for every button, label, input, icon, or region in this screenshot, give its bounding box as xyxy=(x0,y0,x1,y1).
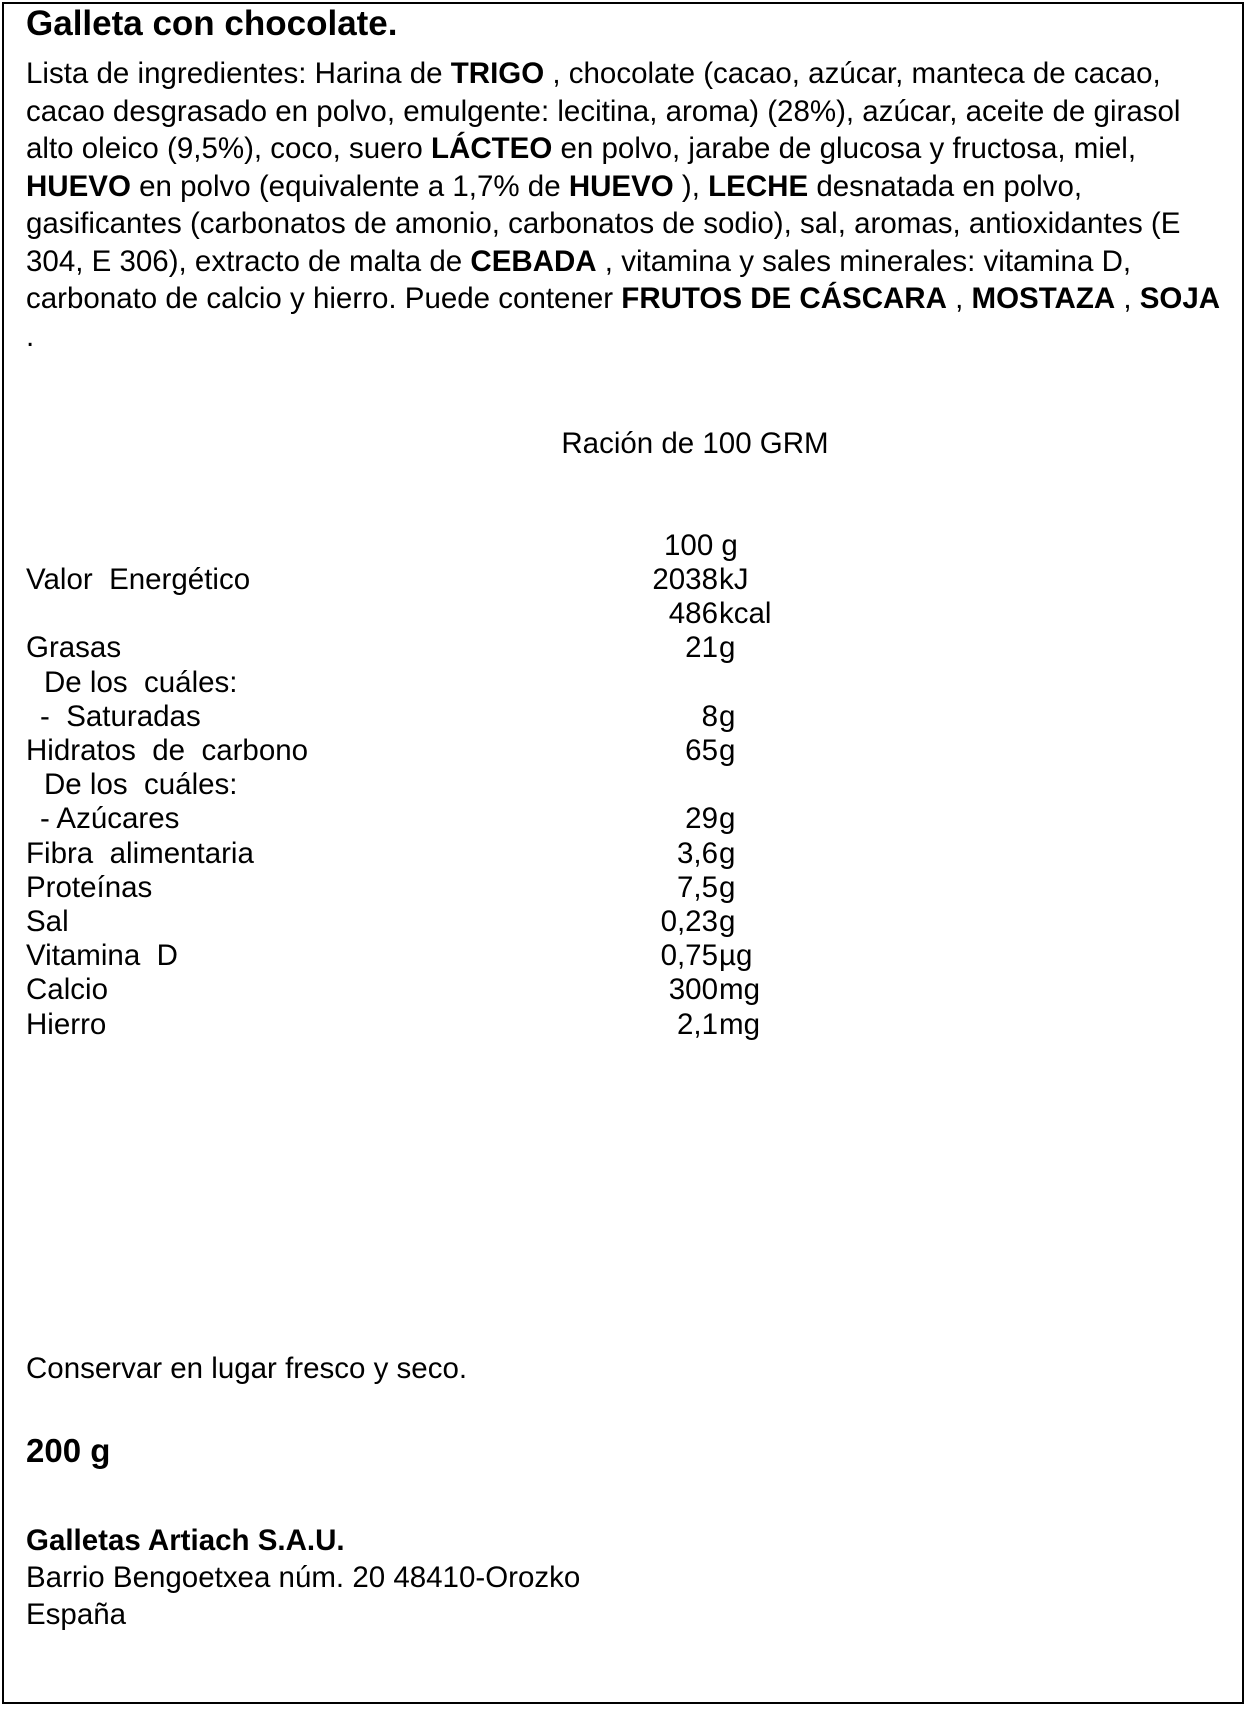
nutrition-row xyxy=(0,835,1250,872)
nutrient-unit: g xyxy=(719,631,736,665)
nutrient-value: 21 xyxy=(685,631,718,665)
nutrient-unit: kJ xyxy=(719,563,749,596)
nutrition-row xyxy=(0,698,1250,735)
nutrition-row xyxy=(0,869,1250,906)
nutrient-value: 0,75 xyxy=(660,939,718,973)
nutrient-label: Calcio xyxy=(26,973,108,1007)
nutrient-label: Fibra alimentaria xyxy=(26,836,254,870)
nutrition-row xyxy=(0,629,1250,666)
ingredient-text: en polvo (equivalente a 1,7% de xyxy=(130,169,569,203)
allergen-highlight: HUEVO xyxy=(568,169,674,203)
nutrient-value: 2038 xyxy=(652,563,718,596)
manufacturer-name: Galletas Artiach S.A.U. xyxy=(26,1524,345,1557)
ingredient-text: Lista de ingredientes: Harina de xyxy=(26,57,451,90)
nutrition-row xyxy=(0,664,1250,701)
nutrition-row xyxy=(0,732,1250,769)
nutrient-label: Sal xyxy=(26,905,69,938)
nutrient-label: Grasas xyxy=(26,631,122,665)
ingredient-text: , xyxy=(946,282,972,315)
nutrient-label: Vitamina D xyxy=(26,939,178,973)
allergen-highlight: TRIGO xyxy=(450,57,545,90)
nutrient-value: 0,23 xyxy=(660,905,718,938)
nutrient-label: Hierro xyxy=(26,1007,107,1041)
nutrient-label: - Azúcares xyxy=(40,802,180,836)
ingredients-list xyxy=(26,55,1226,355)
nutrient-value: 486 xyxy=(668,597,718,631)
ingredient-text: desnatada en polvo, gasificantes (carbonatos de amonio, carbonatos de sodio), sal, aromas, antioxidantes (E 304, E 306), extracto de malta de xyxy=(26,169,1181,278)
nutrition-row xyxy=(0,903,1250,940)
nutrient-value: 300 xyxy=(668,973,718,1007)
ingredient-text: , chocolate (cacao, azúcar, manteca de cacao, cacao desgrasado en polvo, emulgente: lecitina, aroma) (28%), azúcar, aceite de girasol alto oleico (9,5%), coco, suero xyxy=(26,57,1181,165)
nutrient-unit: g xyxy=(719,905,736,938)
nutrition-row xyxy=(0,800,1250,837)
allergen-highlight: CEBADA xyxy=(470,244,597,278)
nutrient-value: 3,6 xyxy=(676,836,718,870)
nutrient-unit: µg xyxy=(719,939,753,973)
allergen-highlight: MOSTAZA xyxy=(971,282,1116,315)
nutrient-label: Hidratos de carbono xyxy=(26,734,309,767)
allergen-highlight: LECHE xyxy=(708,169,809,203)
allergen-highlight: LÁCTEO xyxy=(431,132,553,165)
allergen-highlight: FRUTOS DE CÁSCARA xyxy=(621,282,947,315)
nutrition-column-header: 100 g xyxy=(664,529,738,562)
nutrient-unit: kcal xyxy=(719,597,772,631)
nutrient-value: 2,1 xyxy=(676,1007,718,1041)
storage-instructions: Conservar en lugar fresco y seco. xyxy=(26,1352,468,1385)
nutrient-label: De los cuáles: xyxy=(44,768,238,802)
manufacturer-address-line: Barrio Bengoetxea núm. 20 48410-Orozko xyxy=(26,1561,581,1594)
net-weight: 200 g xyxy=(26,1432,111,1469)
serving-size: Ración de 100 GRM xyxy=(561,427,829,460)
nutrition-row xyxy=(0,1006,1250,1043)
nutrient-label: Proteínas xyxy=(26,870,153,904)
nutrient-label: - Saturadas xyxy=(40,699,201,733)
allergen-highlight: SOJA xyxy=(1139,282,1221,315)
nutrient-unit: g xyxy=(719,699,736,733)
allergen-highlight: HUEVO xyxy=(26,169,131,203)
nutrition-row xyxy=(0,766,1250,803)
nutrient-value: 8 xyxy=(701,699,718,733)
nutrition-row xyxy=(0,937,1250,974)
nutrient-value: 65 xyxy=(685,734,718,767)
ingredient-text: ), xyxy=(673,169,709,203)
nutrient-value: 7,5 xyxy=(676,870,718,904)
nutrition-row xyxy=(0,971,1250,1008)
nutrient-unit: g xyxy=(719,836,736,870)
product-title: Galleta con chocolate. xyxy=(26,4,398,43)
ingredient-text: en polvo, jarabe de glucosa y fructosa, miel, xyxy=(552,132,1137,165)
nutrient-unit: g xyxy=(719,734,736,767)
nutrient-label: De los cuáles: xyxy=(44,665,238,699)
ingredient-text: . xyxy=(26,319,35,353)
nutrient-unit: g xyxy=(719,870,736,904)
manufacturer-address-line: España xyxy=(26,1598,127,1631)
nutrient-unit: g xyxy=(719,802,736,836)
nutrient-label: Valor Energético xyxy=(26,563,251,596)
nutrient-value: 29 xyxy=(685,802,718,836)
nutrient-unit: mg xyxy=(719,973,760,1007)
nutrient-unit: mg xyxy=(719,1007,760,1041)
nutrition-row xyxy=(0,595,1250,632)
nutrition-row xyxy=(0,561,1250,598)
ingredient-text: , vitamina y sales minerales: vitamina D, carbonato de calcio y hierro. Puede contener xyxy=(26,244,1132,315)
ingredient-text: , xyxy=(1115,282,1140,315)
nutrition-header-row xyxy=(0,527,1250,564)
